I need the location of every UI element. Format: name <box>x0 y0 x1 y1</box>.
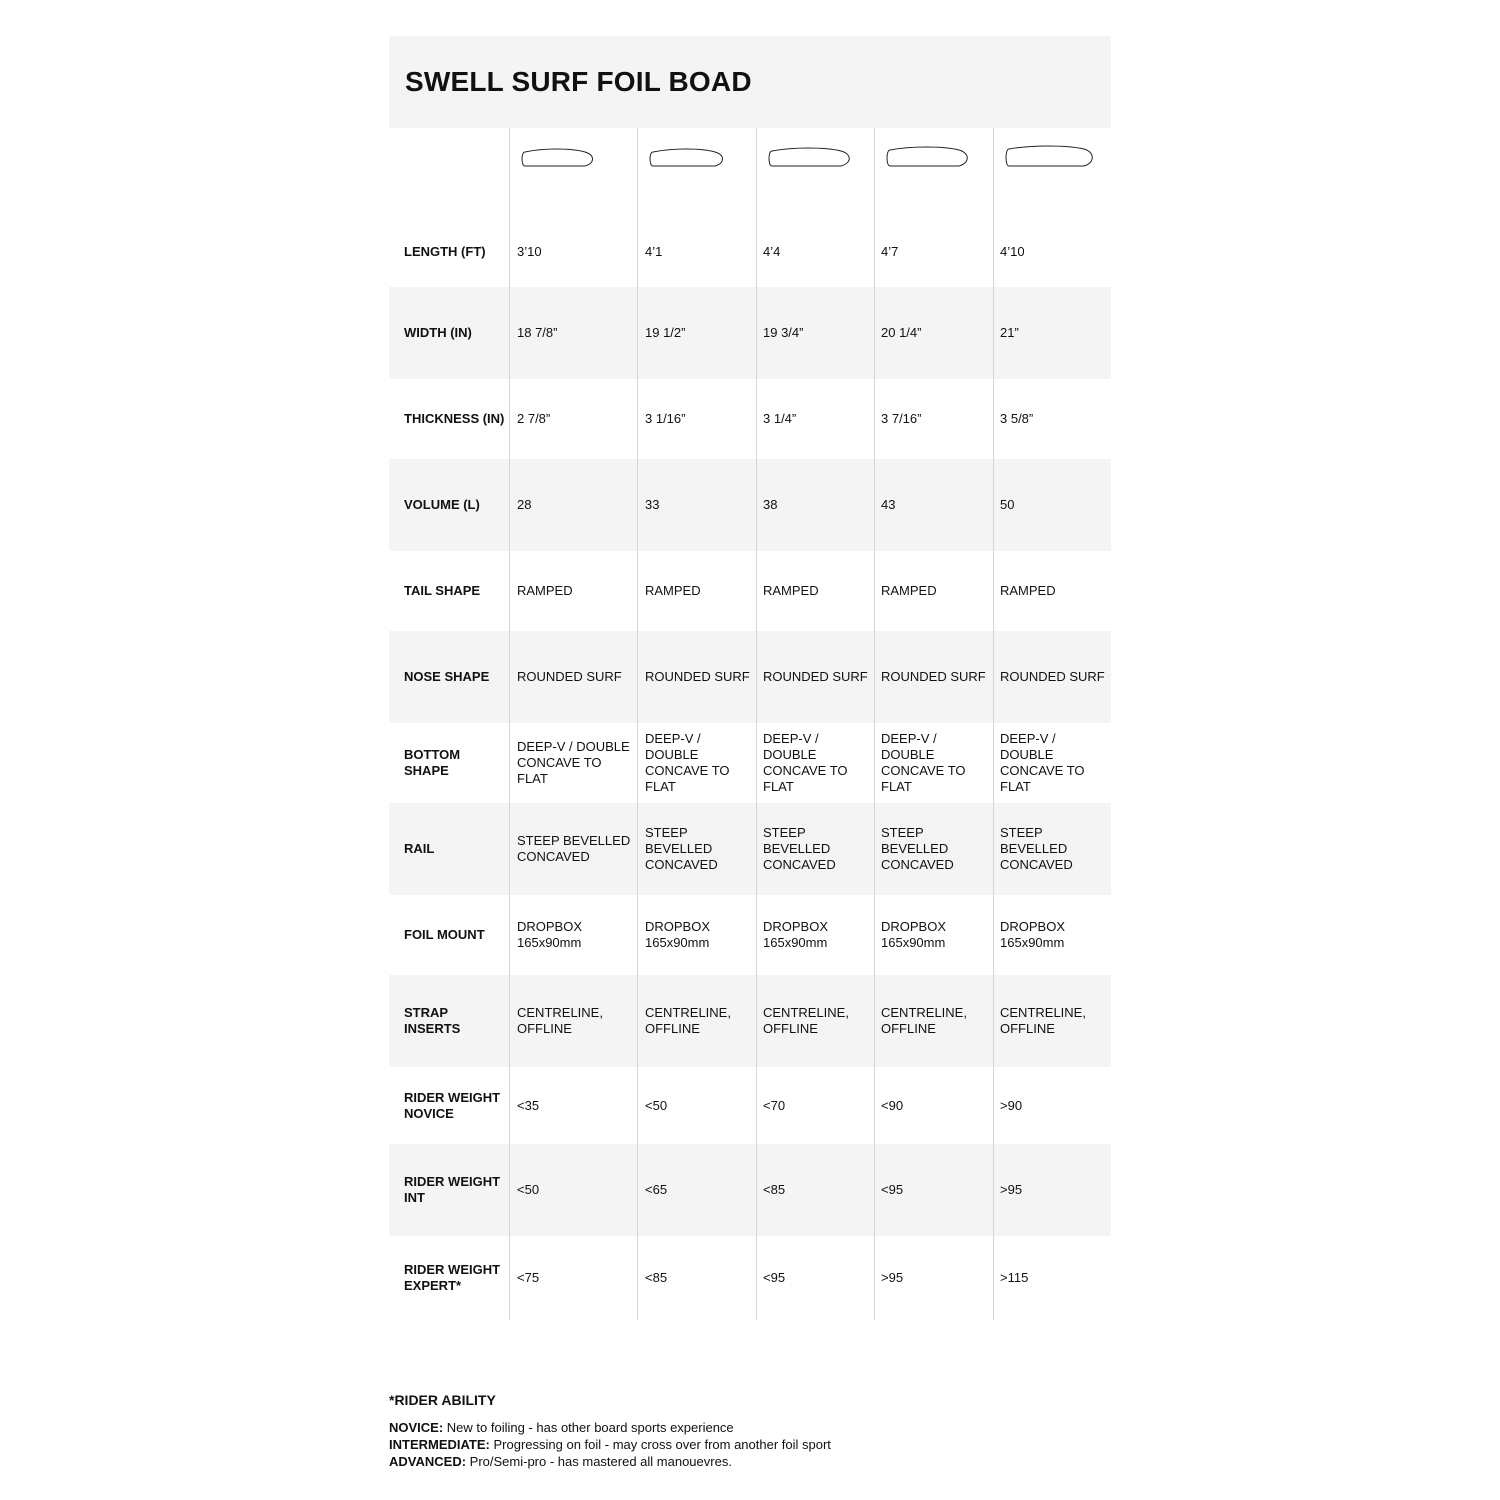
spec-cell: STEEP BEVELLED CONCAVED <box>637 803 756 895</box>
spec-cell: DROPBOX 165x90mm <box>756 895 874 975</box>
spec-cell: CENTRELINE, OFFLINE <box>874 975 993 1067</box>
board-outline-cell <box>509 128 637 217</box>
footnote-term: NOVICE: <box>389 1420 444 1435</box>
row-label: STRAP INSERTS <box>404 1005 461 1036</box>
row-label: TAIL SHAPE <box>404 583 481 598</box>
spec-cell: DEEP-V / DOUBLE CONCAVE TO FLAT <box>509 723 637 803</box>
spec-cell: 2 7/8” <box>509 379 637 459</box>
spec-cell: 28 <box>509 459 637 551</box>
spec-cell: 20 1/4” <box>874 287 993 379</box>
spec-cell: RAMPED <box>874 551 993 631</box>
spec-cell: <95 <box>756 1236 874 1320</box>
spec-row-nose-shape <box>389 631 1111 723</box>
spec-cell: >95 <box>874 1236 993 1320</box>
board-outline-cell <box>993 128 1111 217</box>
spec-cell: DROPBOX 165x90mm <box>509 895 637 975</box>
row-label: FOIL MOUNT <box>404 927 485 942</box>
spec-cell: STEEP BEVELLED CONCAVED <box>874 803 993 895</box>
footnote-item <box>389 1453 831 1470</box>
spec-row-bottom-shape <box>389 723 1111 803</box>
spec-cell: DROPBOX 165x90mm <box>993 895 1111 975</box>
footnote-text: New to foiling - has other board sports experience <box>443 1420 734 1435</box>
spec-cell: 4’7 <box>874 217 993 287</box>
row-label: WIDTH (IN) <box>404 325 472 340</box>
spec-cell: RAMPED <box>756 551 874 631</box>
spec-cell: 50 <box>993 459 1111 551</box>
page-title: SWELL SURF FOIL BOAD <box>405 66 752 97</box>
spec-cell: 19 3/4” <box>756 287 874 379</box>
spec-cell: 33 <box>637 459 756 551</box>
spec-cell: <75 <box>509 1236 637 1320</box>
spec-cell: 4’4 <box>756 217 874 287</box>
spec-cell: >115 <box>993 1236 1111 1320</box>
spec-cell: >95 <box>993 1144 1111 1236</box>
row-label: THICKNESS (IN) <box>404 411 505 426</box>
spec-cell: 38 <box>756 459 874 551</box>
board-outline-cell <box>874 128 993 217</box>
spec-cell: STEEP BEVELLED CONCAVED <box>756 803 874 895</box>
spec-row-thickness <box>389 379 1111 459</box>
spec-row-volume <box>389 459 1111 551</box>
spec-row-rider-weight-int <box>389 1144 1111 1236</box>
footnote-item <box>389 1419 831 1436</box>
row-label: BOTTOM SHAPE <box>404 747 461 778</box>
spec-cell: >90 <box>993 1067 1111 1144</box>
spec-cell: DEEP-V / DOUBLE CONCAVE TO FLAT <box>756 723 874 803</box>
spec-cell: CENTRELINE, OFFLINE <box>993 975 1111 1067</box>
spec-cell: ROUNDED SURF <box>637 631 756 723</box>
board-outline-row <box>389 128 1111 217</box>
board-outline-cell <box>756 128 874 217</box>
spec-cell: CENTRELINE, OFFLINE <box>509 975 637 1067</box>
row-label: RIDER WEIGHT NOVICE <box>404 1089 501 1121</box>
board-shape-icon <box>1000 128 1096 168</box>
spec-cell: <65 <box>637 1144 756 1236</box>
spec-row-length <box>389 217 1111 287</box>
spec-row-rider-weight-expert <box>389 1236 1111 1320</box>
spec-cell: ROUNDED SURF <box>756 631 874 723</box>
spec-cell: CENTRELINE, OFFLINE <box>637 975 756 1067</box>
spec-cell: <85 <box>637 1236 756 1320</box>
spec-row-rider-weight-novice <box>389 1067 1111 1144</box>
board-shape-icon <box>763 128 853 168</box>
spec-cell: DEEP-V / DOUBLE CONCAVE TO FLAT <box>637 723 756 803</box>
spec-cell: STEEP BEVELLED CONCAVED <box>509 803 637 895</box>
row-label: RIDER WEIGHT EXPERT* <box>404 1262 501 1293</box>
rider-ability-footnote <box>389 1392 831 1470</box>
spec-sheet <box>389 36 1111 1320</box>
spec-cell: 3 1/4” <box>756 379 874 459</box>
board-shape-icon <box>645 128 727 168</box>
row-label: RIDER WEIGHT INT <box>404 1174 501 1205</box>
spec-row-rail <box>389 803 1111 895</box>
spec-row-tail-shape <box>389 551 1111 631</box>
spec-cell: 3 5/8” <box>993 379 1111 459</box>
spec-row-width <box>389 287 1111 379</box>
spec-cell: ROUNDED SURF <box>993 631 1111 723</box>
board-shape-icon <box>517 128 597 168</box>
spec-cell: RAMPED <box>637 551 756 631</box>
spec-cell: <50 <box>637 1067 756 1144</box>
spec-cell: DROPBOX 165x90mm <box>637 895 756 975</box>
spec-cell: <85 <box>756 1144 874 1236</box>
spec-cell: DEEP-V / DOUBLE CONCAVE TO FLAT <box>993 723 1111 803</box>
spec-cell: 4’1 <box>637 217 756 287</box>
spec-cell: DEEP-V / DOUBLE CONCAVE TO FLAT <box>874 723 993 803</box>
spec-row-strap-inserts <box>389 975 1111 1067</box>
spec-cell: 3 1/16” <box>637 379 756 459</box>
spec-cell: 4’10 <box>993 217 1111 287</box>
spec-cell: <70 <box>756 1067 874 1144</box>
row-label: NOSE SHAPE <box>404 669 490 684</box>
spec-cell: <95 <box>874 1144 993 1236</box>
spec-row-foil-mount <box>389 895 1111 975</box>
spec-cell: ROUNDED SURF <box>874 631 993 723</box>
title-bar <box>389 36 1111 128</box>
spec-cell: RAMPED <box>509 551 637 631</box>
spec-cell: 19 1/2” <box>637 287 756 379</box>
row-label: RAIL <box>404 841 435 856</box>
spec-cell: STEEP BEVELLED CONCAVED <box>993 803 1111 895</box>
board-outline-cell <box>637 128 756 217</box>
footnote-term: ADVANCED: <box>389 1454 467 1469</box>
footnote-text: Pro/Semi-pro - has mastered all manouevres. <box>466 1454 732 1469</box>
spec-cell: CENTRELINE, OFFLINE <box>756 975 874 1067</box>
spec-table <box>389 128 1111 1320</box>
spec-cell: ROUNDED SURF <box>509 631 637 723</box>
spec-cell: <35 <box>509 1067 637 1144</box>
row-label: VOLUME (L) <box>404 497 480 512</box>
board-outline-label-cell <box>389 128 509 217</box>
spec-cell: 43 <box>874 459 993 551</box>
spec-cell: 3 7/16” <box>874 379 993 459</box>
footnote-term: INTERMEDIATE: <box>389 1437 490 1452</box>
footnote-text: Progressing on foil - may cross over from another foil sport <box>489 1437 831 1452</box>
row-label: LENGTH (FT) <box>404 244 486 259</box>
spec-cell: 18 7/8” <box>509 287 637 379</box>
footnote-item <box>389 1436 831 1453</box>
spec-cell: <90 <box>874 1067 993 1144</box>
spec-cell: <50 <box>509 1144 637 1236</box>
footnote-title: *RIDER ABILITY <box>389 1392 496 1408</box>
spec-cell: 21” <box>993 287 1111 379</box>
spec-cell: 3’10 <box>509 217 637 287</box>
board-shape-icon <box>881 128 971 168</box>
spec-cell: DROPBOX 165x90mm <box>874 895 993 975</box>
spec-cell: RAMPED <box>993 551 1111 631</box>
